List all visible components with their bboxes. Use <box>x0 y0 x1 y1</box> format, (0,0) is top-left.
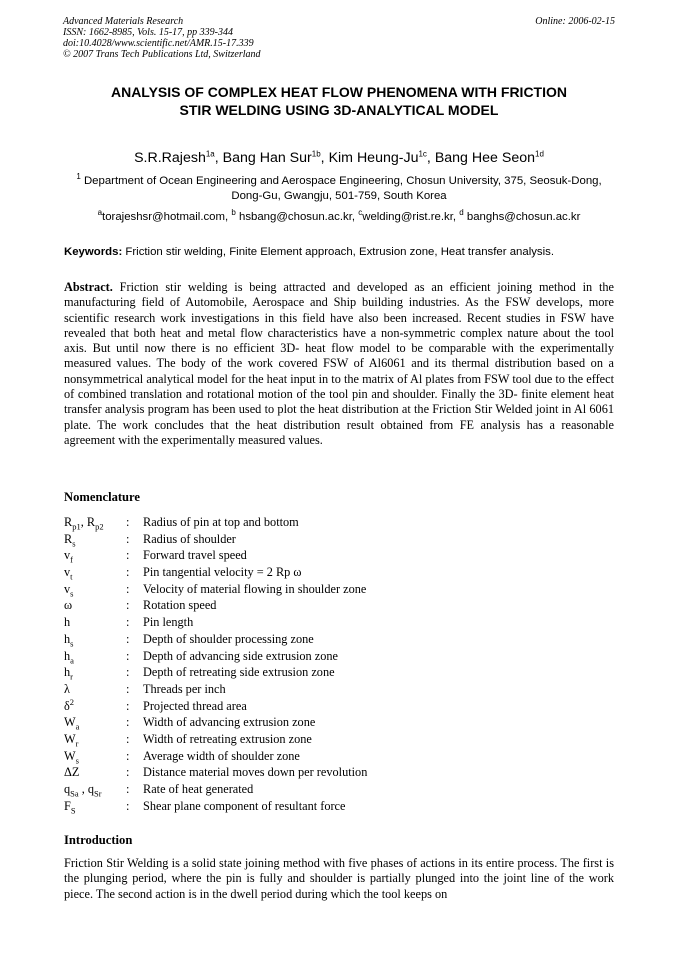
nomenclature-symbol: $R_{p1}$, $R_{p2}$ <box>64 515 104 532</box>
nomenclature-colon: : <box>126 515 130 529</box>
email-address[interactable]: hsbang@chosun.ac.kr <box>238 211 352 223</box>
nomenclature-symbol: $q_{Sa}$ , $q_{Sr}$ <box>64 782 102 799</box>
email-address[interactable]: welding@rist.re.kr <box>362 211 453 223</box>
affiliation-text: Department of Ocean Engineering and Aerospace Engineering, Chosun University, 375, Seosuk-Dong, Dong-Gu, Gwangju, 501-759, South Korea <box>83 175 602 202</box>
affiliation <box>64 174 614 204</box>
email-mark: a <box>97 208 103 218</box>
keywords-label: Keywords: <box>64 246 123 258</box>
nomenclature-definition: Threads per inch <box>143 681 226 696</box>
nomenclature-definition: Depth of retreating side extrusion zone <box>143 665 335 680</box>
author-name: Bang Han Sur <box>222 150 312 166</box>
nomenclature-row <box>64 614 564 631</box>
nomenclature-row <box>64 564 564 581</box>
nomenclature-symbol: $h_a$ <box>64 648 74 665</box>
author-separator: , <box>320 150 329 166</box>
journal-issn: ISSN: 1662-8985, Vols. 15-17, pp 339-344 <box>63 27 233 38</box>
nomenclature-colon: : <box>126 748 130 763</box>
author-affiliation-mark: 1a <box>205 149 215 159</box>
nomenclature-symbol: h <box>64 615 71 630</box>
keywords-text: Friction stir welding, Finite Element approach, Extrusion zone, Heat transfer analysis. <box>125 246 555 258</box>
nomenclature-symbol: ω <box>64 598 73 613</box>
nomenclature-definition: Projected thread area <box>143 698 247 713</box>
email-mark: c <box>358 208 363 218</box>
nomenclature-symbol: $W_a$ <box>64 715 80 732</box>
journal-copyright: © 2007 Trans Tech Publications Ltd, Switzerland <box>63 49 261 60</box>
paper-title-line-2: STIR WELDING USING 3D-ANALYTICAL MODEL <box>179 102 499 118</box>
abstract <box>64 280 614 448</box>
nomenclature-definition: Pin length <box>143 615 194 630</box>
nomenclature-row <box>64 631 564 648</box>
author-name: Bang Hee Seon <box>434 150 535 166</box>
nomenclature-colon: : <box>126 715 130 730</box>
nomenclature-row <box>64 531 564 548</box>
nomenclature-colon: : <box>126 731 130 746</box>
keywords <box>64 245 624 260</box>
nomenclature-symbol: $h_s$ <box>64 631 74 649</box>
nomenclature-colon: : <box>126 681 130 696</box>
nomenclature-colon: : <box>126 581 130 596</box>
nomenclature-colon: : <box>126 615 130 630</box>
nomenclature-definition: Shear plane component of resultant force <box>143 798 346 813</box>
nomenclature-colon: : <box>126 565 130 580</box>
nomenclature-row <box>64 748 564 765</box>
nomenclature-definition: Velocity of material flowing in shoulder zone <box>143 581 367 596</box>
introduction-heading: Introduction <box>64 833 133 847</box>
nomenclature-row <box>64 781 564 798</box>
nomenclature-row <box>64 597 564 614</box>
nomenclature-heading: Nomenclature <box>64 490 141 504</box>
nomenclature-table <box>64 514 564 814</box>
nomenclature-row <box>64 664 564 681</box>
online-date: Online: 2006-02-15 <box>535 16 615 27</box>
introduction-text: Friction Stir Welding is a solid state joining method with five phases of actions in its entire process. The first is the plunging period, where the pin is fully and shoulder is partially plunged into the joint line of the work piece. The second action is in the dwell period during which the tool keeps on <box>64 856 614 901</box>
author-name: S.R.Rajesh <box>134 150 206 166</box>
nomenclature-row <box>64 648 564 665</box>
author-name: Kim Heung-Ju <box>328 150 419 166</box>
author-affiliation-mark: 1d <box>535 149 544 159</box>
nomenclature-symbol: $\delta^2$ <box>64 696 75 713</box>
nomenclature-row <box>64 681 564 698</box>
nomenclature-colon: : <box>126 548 130 563</box>
nomenclature-symbol: $W_r$ <box>64 731 79 749</box>
paper-title <box>70 83 608 119</box>
nomenclature-definition: Depth of advancing side extrusion zone <box>143 648 338 663</box>
nomenclature-definition: Width of advancing extrusion zone <box>143 715 316 730</box>
nomenclature-symbol: $h_r$ <box>64 665 73 682</box>
nomenclature-colon: : <box>126 648 130 663</box>
nomenclature-colon: : <box>126 531 130 546</box>
nomenclature-row <box>64 764 564 781</box>
nomenclature-definition: Depth of shoulder processing zone <box>143 631 314 646</box>
author-separator: , <box>426 150 435 166</box>
paper-title-line-1: ANALYSIS OF COMPLEX HEAT FLOW PHENOMENA WITH FRICTION <box>110 84 568 100</box>
nomenclature-row <box>64 698 564 715</box>
nomenclature-definition: Forward travel speed <box>143 548 247 563</box>
nomenclature-symbol: $F_S$ <box>64 798 76 816</box>
author-list <box>40 149 638 167</box>
email-list: $^a$torajeshsr@hotmail.com, $^b$ hsbang@chosun.ac.kr, $^c$welding@rist.re.kr, $^d$ banghs@chosun.ac.kr <box>97 208 581 223</box>
nomenclature-row <box>64 798 564 815</box>
email-address[interactable]: banghs@chosun.ac.kr <box>466 211 581 223</box>
author-affiliation-mark: 1c <box>418 149 427 159</box>
nomenclature-colon: : <box>126 631 130 646</box>
nomenclature-colon: : <box>126 665 130 680</box>
nomenclature-colon: : <box>126 598 130 613</box>
nomenclature-symbol: $v_s$ <box>64 581 74 599</box>
nomenclature-symbol: $R_s$ <box>64 531 76 549</box>
nomenclature-colon: : <box>126 698 130 713</box>
author-separator: , <box>214 150 223 166</box>
nomenclature-row <box>64 581 564 598</box>
email-mark: b <box>231 208 236 218</box>
nomenclature-row <box>64 547 564 564</box>
nomenclature-symbol: $v_f$ <box>64 548 73 565</box>
email-address[interactable]: torajeshsr@hotmail.com <box>102 211 226 223</box>
affiliation-mark: 1 <box>76 172 81 182</box>
nomenclature-colon: : <box>126 798 130 813</box>
nomenclature-definition: Width of retreating extrusion zone <box>143 731 312 746</box>
nomenclature-definition: Average width of shoulder zone <box>143 748 300 763</box>
abstract-label: Abstract. <box>64 280 113 294</box>
email-mark: d <box>459 208 464 218</box>
nomenclature-row <box>64 731 564 748</box>
nomenclature-symbol: λ <box>64 681 70 696</box>
nomenclature-definition: Pin tangential velocity = 2 Rp ω <box>143 565 302 580</box>
nomenclature-symbol: ΔZ <box>64 765 80 780</box>
journal-header <box>63 16 261 60</box>
nomenclature-row <box>64 514 564 531</box>
nomenclature-row <box>64 714 564 731</box>
nomenclature-colon: : <box>126 782 130 796</box>
author-affiliation-mark: 1b <box>311 149 321 159</box>
nomenclature-colon: : <box>126 765 130 780</box>
nomenclature-definition: Radius of pin at top and bottom <box>143 515 299 529</box>
abstract-text: Friction stir welding is being attracted and developed as an efficient joining method in the manufacturing field of Automobile, Aerospace and Ship building industries. As the FSW develops, more scientific research work investigations in this field have also been increased. Recent studies in FSW have revealed that both heat and metal flow characteristics have a non-symmetric complex nature about the tool axis. But until now there is no efficient 3D- heat flow model to be comparable with the experimentally measured values. The body of the work covered FSW of Al6061 and its thermal distribution based on a nonsymmetrical analytical model for the heat input in to the matrix of Al plates from FSW tool due to the effect of combined translation and rotational motion of the tool pin and shoulder. Finally the 3D- finite element heat transfer analysis program has been used to plot the heat distribution at the Friction Stir Welded joint in Al 6061 plate. The work concludes that the heat distribution result obtained from FE analysis has a reasonable agreement with the experimentally measured values. <box>64 280 614 447</box>
journal-doi[interactable]: doi:10.4028/www.scientific.net/AMR.15-17.339 <box>63 38 254 49</box>
nomenclature-symbol: $W_s$ <box>64 748 79 766</box>
nomenclature-definition: Distance material moves down per revolution <box>143 765 368 780</box>
journal-name: Advanced Materials Research <box>63 16 184 27</box>
nomenclature-symbol: $v_t$ <box>64 565 73 582</box>
nomenclature-definition: Rate of heat generated <box>143 782 254 796</box>
nomenclature-definition: Rotation speed <box>143 598 217 613</box>
nomenclature-definition: Radius of shoulder <box>143 531 236 546</box>
